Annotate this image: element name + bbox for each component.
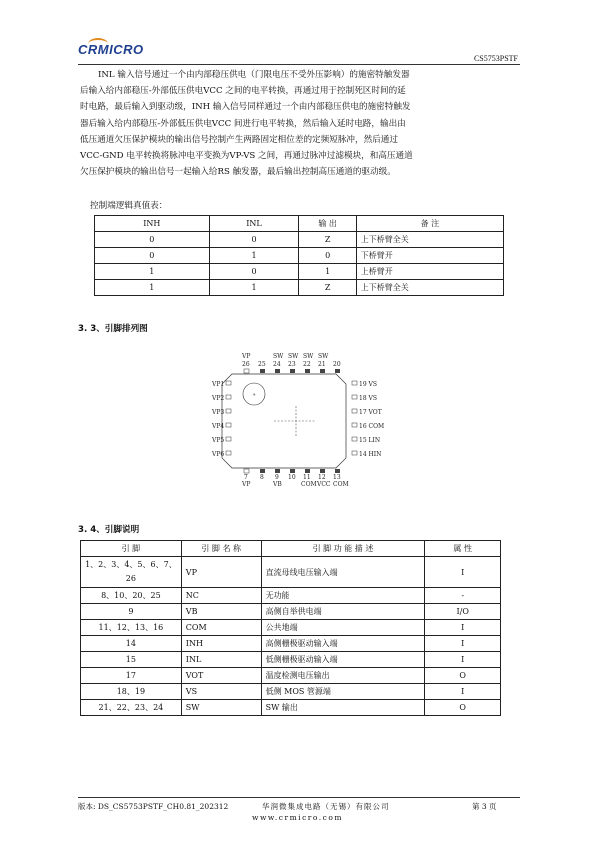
paragraph-line: 时电路，最后输入到驱动级，INH 输入信号同样通过一个由内部稳压供电的施密特触发 xyxy=(80,102,411,113)
table-header-cell: 输 出 xyxy=(299,216,356,232)
table-cell: 1、2、3、4、5、6、7、26 xyxy=(81,557,182,588)
table-cell: 18、19 xyxy=(81,684,182,700)
pin-label: SW xyxy=(273,353,284,360)
table-cell: 上下桥臂全关 xyxy=(356,280,503,296)
table-cell: INL xyxy=(181,652,261,668)
company-logo xyxy=(78,42,144,57)
pin-label: 14 HIN xyxy=(359,451,382,458)
pin-pad xyxy=(260,469,265,473)
pin-label: SW xyxy=(318,353,329,360)
table-cell: COM xyxy=(181,620,261,636)
pin-pad xyxy=(290,369,295,373)
pin-pad xyxy=(226,437,231,441)
pin-pad xyxy=(352,437,357,441)
table-row xyxy=(81,700,501,716)
pin-label: COM xyxy=(333,481,349,488)
pin-number: 7 xyxy=(244,474,248,481)
pin-pad xyxy=(335,469,340,473)
table-row xyxy=(81,604,501,620)
pin-pad xyxy=(352,395,357,399)
pin-pad xyxy=(226,451,231,455)
pin-label: COM xyxy=(301,481,317,488)
pin-pad xyxy=(320,369,325,373)
table-cell: 1 xyxy=(209,248,299,264)
footer-version: 版本: DS_CS5753PSTF_CH0.81_202312 xyxy=(78,802,229,811)
pin-pad xyxy=(260,369,265,373)
section-heading-pin-description: 3. 4、引脚说明 xyxy=(78,525,140,535)
table-cell: 高侧自举供电端 xyxy=(261,604,425,620)
pin-label: VP xyxy=(242,353,251,360)
pin-pad xyxy=(226,423,231,427)
table-cell: 0 xyxy=(95,232,210,248)
table-cell: 上桥臂开 xyxy=(356,264,503,280)
table-cell: 低侧栅极驱动输入端 xyxy=(261,652,425,668)
pin-label: VB xyxy=(273,481,282,488)
description-paragraph xyxy=(80,67,518,180)
pin-pad xyxy=(335,369,340,373)
table-cell: Z xyxy=(299,280,356,296)
truth-table-caption: 控制端逻辑真值表： xyxy=(90,201,168,211)
paragraph-line: VCC-GND 电平转换将脉冲电平变换为VP-VS 之间，再通过脉冲过滤模块，和高压通道 xyxy=(80,151,413,162)
table-cell: 1 xyxy=(95,280,210,296)
pin-pad xyxy=(352,409,357,413)
pin-number: 20 xyxy=(333,361,341,368)
table-row xyxy=(81,652,501,668)
table-header-cell: 引 脚 功 能 描 述 xyxy=(261,541,425,557)
table-cell: 15 xyxy=(81,652,182,668)
table-cell: 直流母线电压输入端 xyxy=(261,557,425,588)
pin-number: 26 xyxy=(242,361,250,368)
table-header-cell: 备 注 xyxy=(356,216,503,232)
table-cell: I xyxy=(425,636,501,652)
table-header-row xyxy=(81,541,501,557)
paragraph-line: 低压通道欠压保护模块的输出信号控制产生两路固定相位差的定频短脉冲，然后通过 xyxy=(80,134,398,145)
table-cell: 14 xyxy=(81,636,182,652)
table-cell: O xyxy=(425,700,501,716)
top-pins xyxy=(244,369,340,373)
table-cell: NC xyxy=(181,588,261,604)
footer-url: www.crmicro.com xyxy=(252,813,343,822)
table-header-cell: INL xyxy=(209,216,299,232)
pin-label: VP4 xyxy=(212,423,225,430)
pin-pad xyxy=(226,381,231,385)
pin-number: 12 xyxy=(318,474,326,481)
right-pins xyxy=(352,381,357,455)
pin-number: 23 xyxy=(288,361,296,368)
table-cell: 1 xyxy=(209,280,299,296)
table-cell: VOT xyxy=(181,668,261,684)
table-row xyxy=(81,620,501,636)
table-header-row xyxy=(95,216,504,232)
pin-pad xyxy=(275,369,280,373)
table-cell: INH xyxy=(181,636,261,652)
pin-number: 10 xyxy=(288,474,296,481)
logo-text: CRMICRO xyxy=(78,42,144,57)
pin-label: VCC xyxy=(317,481,331,488)
truth-table xyxy=(94,215,504,296)
table-cell: 低侧 MOS 管源端 xyxy=(261,684,425,700)
pin-pad xyxy=(320,469,325,473)
pin-label: VP xyxy=(242,481,251,488)
pin-label: SW xyxy=(288,353,299,360)
table-row xyxy=(81,557,501,588)
table-cell: SW 输出 xyxy=(261,700,425,716)
paragraph-line: 欠压保护模块的输出信号一起输入给RS 触发器，最后输出控制高压通道的驱动级。 xyxy=(80,167,396,178)
pin-pad xyxy=(226,395,231,399)
pin-pad xyxy=(290,469,295,473)
table-cell: 8、10、20、25 xyxy=(81,588,182,604)
pin1-marker-plus: + xyxy=(252,392,257,398)
pin-label: 18 VS xyxy=(359,395,377,402)
table-cell: 公共地端 xyxy=(261,620,425,636)
pin-label: VP1 xyxy=(212,381,225,388)
pin-label: 19 VS xyxy=(359,381,377,388)
pin-number: 22 xyxy=(303,361,311,368)
pin-pad xyxy=(244,369,249,373)
table-cell: - xyxy=(425,588,501,604)
pin-pad xyxy=(352,451,357,455)
pin-label: VP5 xyxy=(212,437,225,444)
table-cell: 9 xyxy=(81,604,182,620)
pin-pad xyxy=(305,469,310,473)
pin-label: VP3 xyxy=(212,409,225,416)
section-heading-pinout: 3. 3、引脚排列图 xyxy=(78,324,148,334)
table-cell: 无功能 xyxy=(261,588,425,604)
document-id: CS5753PSTF xyxy=(473,54,518,63)
table-header-cell: INH xyxy=(95,216,210,232)
table-cell: SW xyxy=(181,700,261,716)
table-header-cell: 引 脚 xyxy=(81,541,182,557)
pin-description-table xyxy=(80,540,501,716)
header-rule xyxy=(78,64,520,65)
pin-number: 8 xyxy=(260,474,264,481)
table-cell: 高侧栅极驱动输入端 xyxy=(261,636,425,652)
pin-label: VP6 xyxy=(212,451,225,458)
paragraph-line: 后输入给内部稳压-外部低压供电VCC 之间的电平转换，再通过用于控制死区时间的延 xyxy=(80,86,406,97)
pinout-diagram xyxy=(206,350,385,490)
paragraph-line: 器后输入给内部稳压-外部低压供电VCC 间进行电平转换，然后输入延时电路，输出由 xyxy=(80,118,406,129)
paragraph-line: INL 输入信号通过一个由内部稳压供电（门限电压不受外压影响）的施密特触发器 xyxy=(98,70,410,80)
pin-pad xyxy=(352,423,357,427)
table-row xyxy=(81,668,501,684)
table-cell: I/O xyxy=(425,604,501,620)
left-pins xyxy=(226,381,231,455)
footer-company: 华润微集成电路（无锡）有限公司 xyxy=(262,802,390,811)
package-outline xyxy=(222,374,346,468)
pin-pad xyxy=(305,369,310,373)
table-cell: I xyxy=(425,620,501,636)
pin-number: 21 xyxy=(318,361,326,368)
table-cell: VP xyxy=(181,557,261,588)
table-header-cell: 引 脚 名 称 xyxy=(181,541,261,557)
pin-number: 11 xyxy=(303,474,311,481)
pin-number: 24 xyxy=(273,361,281,368)
table-cell: 0 xyxy=(95,248,210,264)
page-header xyxy=(78,40,518,64)
pin-number: 9 xyxy=(275,474,279,481)
table-cell: O xyxy=(425,668,501,684)
table-cell: VS xyxy=(181,684,261,700)
pin-label: 17 VOT xyxy=(359,409,382,416)
pin-pad xyxy=(244,469,249,473)
pin-label: VP2 xyxy=(212,395,225,402)
table-cell: I xyxy=(425,557,501,588)
table-cell: 温度检测电压输出 xyxy=(261,668,425,684)
pin-label: 15 LIN xyxy=(359,437,381,444)
pin-pad xyxy=(226,409,231,413)
table-cell: 1 xyxy=(299,264,356,280)
table-cell: 17 xyxy=(81,668,182,684)
pin-number: 13 xyxy=(333,474,341,481)
pin-pad xyxy=(352,381,357,385)
table-cell: I xyxy=(425,684,501,700)
pin-pad xyxy=(275,469,280,473)
table-header-cell: 属 性 xyxy=(425,541,501,557)
table-cell: VB xyxy=(181,604,261,620)
pin-label: 16 COM xyxy=(359,423,385,430)
table-cell: 0 xyxy=(299,248,356,264)
table-cell: 0 xyxy=(209,264,299,280)
table-cell: 11、12、13、16 xyxy=(81,620,182,636)
pin-label: SW xyxy=(303,353,314,360)
table-cell: Z xyxy=(299,232,356,248)
table-cell: 0 xyxy=(209,232,299,248)
table-cell: 1 xyxy=(95,264,210,280)
table-row xyxy=(81,588,501,604)
bottom-pins xyxy=(244,469,340,473)
table-row xyxy=(81,636,501,652)
table-row xyxy=(95,264,504,280)
table-cell: 上下桥臂全关 xyxy=(356,232,503,248)
table-row xyxy=(95,232,504,248)
table-cell: 21、22、23、24 xyxy=(81,700,182,716)
footer-rule xyxy=(78,797,520,798)
table-cell: I xyxy=(425,652,501,668)
table-row xyxy=(81,684,501,700)
pin-number: 25 xyxy=(258,361,266,368)
table-row xyxy=(95,248,504,264)
table-row xyxy=(95,280,504,296)
table-cell: 下桥臂开 xyxy=(356,248,503,264)
logo-arc-icon xyxy=(88,38,108,50)
footer-page-number: 第 3 页 xyxy=(472,802,497,811)
